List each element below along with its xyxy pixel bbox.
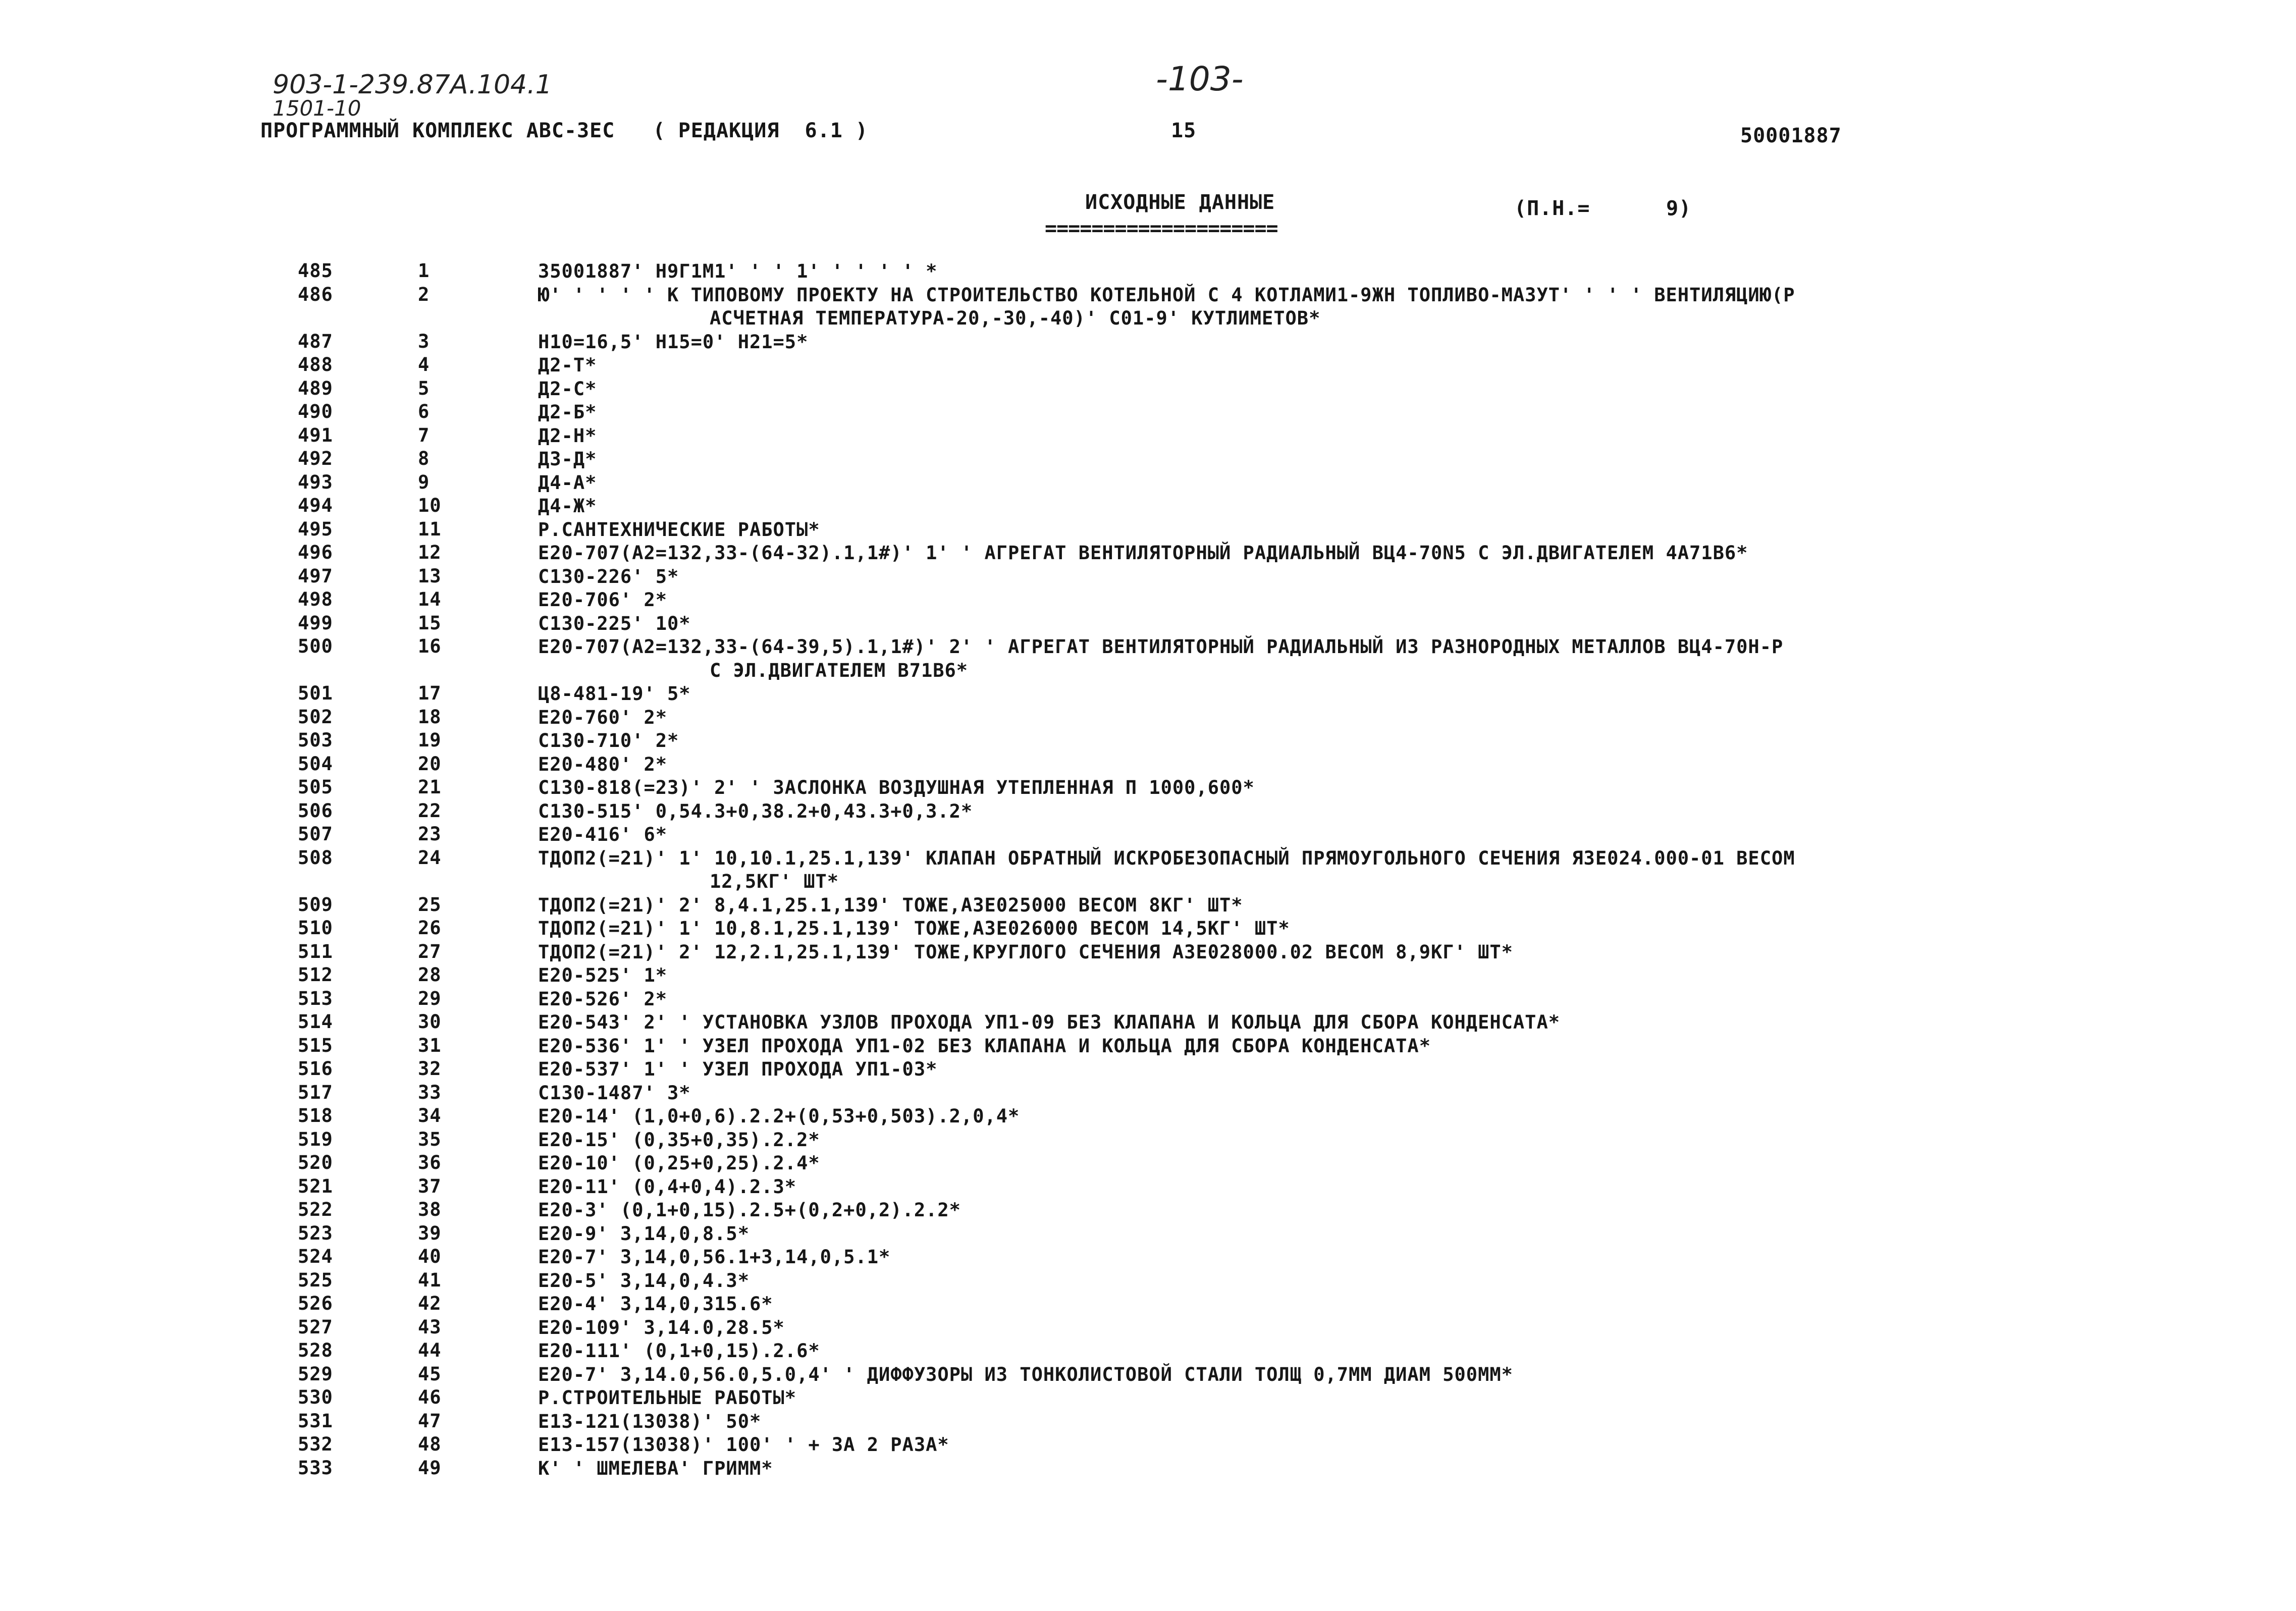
item-number: 49: [418, 1457, 442, 1479]
listing-row: [0, 471, 2296, 495]
listing-row: [0, 378, 2296, 401]
line-number: 500: [298, 635, 333, 657]
line-content: [538, 1363, 2062, 1387]
line-text: Е20-480' 2*: [538, 753, 668, 775]
line-number: 533: [298, 1457, 333, 1479]
line-content: [538, 284, 2062, 331]
line-number: 504: [298, 753, 333, 775]
line-text: Е20-760' 2*: [538, 706, 668, 728]
listing-row: [0, 682, 2296, 706]
listing-row: [0, 1152, 2296, 1175]
line-text: С130-226' 5*: [538, 565, 679, 587]
listing-row: [0, 331, 2296, 354]
listing-row: [0, 941, 2296, 964]
listing-row: [0, 542, 2296, 565]
line-number: 501: [298, 682, 333, 704]
item-number: 25: [418, 893, 442, 916]
line-text: Д2-Т*: [538, 354, 597, 376]
line-content: [538, 1269, 2062, 1293]
listing-row: [0, 1433, 2296, 1457]
item-number: 5: [418, 377, 430, 399]
listing-row: [0, 354, 2296, 378]
item-number: 19: [418, 729, 442, 751]
listing-row: [0, 1082, 2296, 1105]
handwritten-page-number: -103-: [1156, 60, 1244, 98]
item-number: 31: [418, 1034, 442, 1056]
line-content: [538, 378, 2062, 401]
line-number: 518: [298, 1105, 333, 1126]
line-content: [538, 1339, 2062, 1363]
document-code: 50001887: [1740, 124, 1842, 147]
line-content: [538, 847, 2062, 894]
item-number: 29: [418, 987, 442, 1009]
line-content: [538, 776, 2062, 800]
item-number: 15: [418, 612, 442, 634]
line-content: [538, 424, 2062, 448]
line-text: С130-515' 0,54.3+0,38.2+0,43.3+0,3.2*: [538, 800, 973, 822]
line-number: 485: [298, 260, 333, 282]
listing-row: [0, 847, 2296, 894]
line-text: Е20-543' 2' ' УСТАНОВКА УЗЛОВ ПРОХОДА УП1-09 БЕЗ КЛАПАНА И КОЛЬЦА ДЛЯ СБОРА КОНДЕНСАТА*: [538, 1011, 1561, 1033]
line-number: 487: [298, 330, 333, 352]
item-number: 45: [418, 1363, 442, 1385]
line-text: Д3-Д*: [538, 448, 597, 470]
line-text: Е20-707(А2=132,33-(64-32).1,1#)' 1' ' АГРЕГАТ ВЕНТИЛЯТОРНЫЙ РАДИАЛЬНЫЙ ВЦ4-70N5 С ЭЛ.ДВИГАТЕЛЕМ 4А71В6*: [538, 542, 1748, 564]
item-number: 37: [418, 1175, 442, 1197]
line-text: Р.СТРОИТЕЛЬНЫЕ РАБОТЫ*: [538, 1387, 797, 1409]
line-content: [538, 612, 2062, 636]
line-content: [538, 518, 2062, 542]
listing-row: [0, 1457, 2296, 1481]
listing-row: [0, 917, 2296, 941]
listing-row: [0, 260, 2296, 284]
listing-row: [0, 1293, 2296, 1316]
item-number: 47: [418, 1410, 442, 1432]
listing-row: [0, 424, 2296, 448]
line-text: Е20-7' 3,14.0,56.0,5.0,4' ' ДИФФУЗОРЫ ИЗ ТОНКОЛИСТОВОЙ СТАЛИ ТОЛЩ 0,7ММ ДИАМ 500ММ*: [538, 1363, 1513, 1385]
item-number: 39: [418, 1222, 442, 1244]
listing-row: [0, 1363, 2296, 1387]
line-number: 520: [298, 1152, 333, 1173]
line-text: Е20-15' (0,35+0,35).2.2*: [538, 1129, 820, 1151]
line-content: [538, 542, 2062, 565]
line-content: [538, 331, 2062, 354]
line-content: [538, 706, 2062, 730]
line-number: 528: [298, 1339, 333, 1361]
line-number: 519: [298, 1128, 333, 1150]
item-number: 35: [418, 1128, 442, 1150]
line-number: 522: [298, 1199, 333, 1220]
line-text: ТДОП2(=21)' 1' 10,8.1,25.1,139' ТОЖЕ,АЗЕ026000 ВЕСОМ 14,5КГ' ШТ*: [538, 918, 1290, 939]
line-text: Е13-121(13038)' 50*: [538, 1410, 762, 1432]
line-content: [538, 917, 2062, 941]
line-content: [538, 682, 2062, 706]
line-number: 494: [298, 495, 333, 516]
item-number: 42: [418, 1293, 442, 1314]
line-number: 489: [298, 377, 333, 399]
line-content: [538, 894, 2062, 918]
line-text: Е20-14' (1,0+0,6).2.2+(0,53+0,503).2,0,4*: [538, 1105, 1020, 1127]
item-number: 16: [418, 635, 442, 657]
line-content: [538, 1316, 2062, 1340]
line-text: Е20-3' (0,1+0,15).2.5+(0,2+0,2).2.2*: [538, 1199, 961, 1221]
line-text: Е20-416' 6*: [538, 824, 668, 845]
line-content: [538, 1082, 2062, 1105]
line-content: [538, 1035, 2062, 1058]
line-continuation: С ЭЛ.ДВИГАТЕЛЕМ В71В6*: [710, 659, 969, 681]
item-number: 36: [418, 1152, 442, 1173]
line-number: 511: [298, 940, 333, 962]
line-number: 515: [298, 1034, 333, 1056]
line-number: 521: [298, 1175, 333, 1197]
line-content: [538, 1199, 2062, 1222]
line-text: Е20-536' 1' ' УЗЕЛ ПРОХОДА УП1-02 БЕЗ КЛАПАНА И КОЛЬЦА ДЛЯ СБОРА КОНДЕНСАТА*: [538, 1035, 1431, 1057]
item-number: 33: [418, 1081, 442, 1103]
line-text: Е20-526' 2*: [538, 988, 668, 1010]
line-text: Е20-707(А2=132,33-(64-39,5).1,1#)' 2' ' АГРЕГАТ ВЕНТИЛЯТОРНЫЙ РАДИАЛЬНЫЙ ИЗ РАЗНОРОДНЫХ МЕТАЛЛОВ ВЦ4-70Н-Р: [538, 636, 1784, 658]
line-number: 532: [298, 1433, 333, 1455]
line-number: 529: [298, 1363, 333, 1385]
line-content: [538, 800, 2062, 824]
line-content: [538, 1293, 2062, 1316]
listing-row: [0, 1035, 2296, 1058]
item-number: 24: [418, 846, 442, 869]
line-text: Д4-Ж*: [538, 495, 597, 517]
program-header: ПРОГРАММНЫЙ КОМПЛЕКС АВС-3ЕС ( РЕДАКЦИЯ 6.1 ): [260, 119, 868, 142]
item-number: 27: [418, 940, 442, 962]
line-number: 507: [298, 823, 333, 845]
item-number: 20: [418, 753, 442, 775]
listing-row: [0, 1339, 2296, 1363]
line-content: [538, 1129, 2062, 1152]
line-number: 513: [298, 987, 333, 1009]
listing-row: [0, 1129, 2296, 1152]
line-number: 503: [298, 729, 333, 751]
line-content: [538, 1058, 2062, 1082]
section-pn: (П.Н.= 9): [1514, 197, 1692, 220]
line-content: [538, 1175, 2062, 1199]
listing-row: [0, 753, 2296, 777]
line-number: 531: [298, 1410, 333, 1432]
line-number: 517: [298, 1081, 333, 1103]
item-number: 32: [418, 1058, 442, 1080]
line-content: [538, 1433, 2062, 1457]
item-number: 13: [418, 565, 442, 587]
listing-row: [0, 964, 2296, 988]
listing-row: [0, 635, 2296, 682]
listing-row: [0, 706, 2296, 730]
line-number: 514: [298, 1011, 333, 1033]
line-text: ТДОП2(=21)' 2' 8,4.1,25.1,139' ТОЖЕ,АЗЕ025000 ВЕСОМ 8КГ' ШТ*: [538, 894, 1243, 916]
line-number: 493: [298, 471, 333, 493]
line-text: С130-710' 2*: [538, 730, 679, 751]
line-content: [538, 1386, 2062, 1410]
listing-row: [0, 448, 2296, 471]
line-continuation: АСЧЕТНАЯ ТЕМПЕРАТУРА-20,-30,-40)' С01-9' КУТЛИМЕТОВ*: [710, 307, 1321, 329]
item-number: 48: [418, 1433, 442, 1455]
item-number: 1: [418, 260, 430, 282]
item-number: 34: [418, 1105, 442, 1126]
listing-row: [0, 588, 2296, 612]
line-number: 486: [298, 283, 333, 305]
line-text: 35001887' Н9Г1М1' ' ' 1' ' ' ' ' *: [538, 260, 938, 282]
line-text: Ц8-481-19' 5*: [538, 683, 691, 705]
line-number: 530: [298, 1386, 333, 1408]
line-number: 492: [298, 448, 333, 469]
item-number: 21: [418, 776, 442, 798]
line-text: Д2-С*: [538, 378, 597, 400]
line-text: Е20-525' 1*: [538, 964, 668, 986]
line-number: 512: [298, 964, 333, 986]
listing-row: [0, 894, 2296, 918]
item-number: 26: [418, 917, 442, 939]
listing-row: [0, 1199, 2296, 1222]
line-text: С130-225' 10*: [538, 612, 691, 634]
line-content: [538, 635, 2062, 682]
listing-row: [0, 495, 2296, 518]
listing-row: [0, 988, 2296, 1011]
listing-row: [0, 284, 2296, 331]
line-content: [538, 495, 2062, 518]
line-content: [538, 401, 2062, 424]
listing-row: [0, 612, 2296, 636]
line-number: 508: [298, 846, 333, 869]
item-number: 46: [418, 1386, 442, 1408]
listing-row: [0, 518, 2296, 542]
line-content: [538, 941, 2062, 964]
line-number: 524: [298, 1246, 333, 1267]
line-content: [538, 354, 2062, 378]
line-text: Е20-537' 1' ' УЗЕЛ ПРОХОДА УП1-03*: [538, 1058, 938, 1080]
item-number: 44: [418, 1339, 442, 1361]
line-content: [538, 565, 2062, 589]
line-text: Е20-5' 3,14,0,4.3*: [538, 1269, 750, 1292]
line-number: 527: [298, 1316, 333, 1338]
line-text: ТДОП2(=21)' 2' 12,2.1,25.1,139' ТОЖЕ,КРУГЛОГО СЕЧЕНИЯ АЗЕ028000.02 ВЕСОМ 8,9КГ' ШТ*: [538, 941, 1513, 963]
line-content: [538, 588, 2062, 612]
line-content: [538, 753, 2062, 777]
line-text: Н10=16,5' Н15=0' Н21=5*: [538, 331, 809, 353]
item-number: 38: [418, 1199, 442, 1220]
item-number: 10: [418, 495, 442, 516]
listing-row: [0, 776, 2296, 800]
line-content: [538, 1410, 2062, 1434]
line-text: ТДОП2(=21)' 1' 10,10.1,25.1,139' КЛАПАН ОБРАТНЫЙ ИСКРОБЕЗОПАСНЫЙ ПРЯМОУГОЛЬНОГО СЕЧЕНИЯ ЯЗЕ024.000-01 ВЕСОМ: [538, 847, 1795, 869]
item-number: 28: [418, 964, 442, 986]
handwritten-subcode: 1501-10: [273, 96, 361, 121]
line-number: 496: [298, 542, 333, 563]
line-number: 502: [298, 706, 333, 728]
sheet-number: 15: [1171, 119, 1197, 142]
line-content: [538, 1105, 2062, 1129]
line-number: 495: [298, 518, 333, 540]
line-text: Р.САНТЕХНИЧЕСКИЕ РАБОТЫ*: [538, 518, 820, 541]
section-underline: ====================: [1045, 217, 1278, 240]
item-number: 6: [418, 401, 430, 422]
item-number: 18: [418, 706, 442, 728]
line-content: [538, 1152, 2062, 1175]
section-title: ИСХОДНЫЕ ДАННЫЕ: [1085, 191, 1275, 214]
item-number: 22: [418, 799, 442, 822]
line-number: 498: [298, 588, 333, 610]
line-text: Д4-А*: [538, 471, 597, 494]
line-number: 491: [298, 424, 333, 446]
line-text: Е20-7' 3,14,0,56.1+3,14,0,5.1*: [538, 1246, 891, 1268]
line-continuation: 12,5КГ' ШТ*: [710, 871, 839, 892]
line-text: Ю' ' ' ' ' К ТИПОВОМУ ПРОЕКТУ НА СТРОИТЕЛЬСТВО КОТЕЛЬНОЙ С 4 КОТЛАМИ1-9ЖН ТОПЛИВО-МАЗУТ' ' ' ' ВЕНТИЛЯЦИЮ(Р: [538, 284, 1795, 306]
line-content: [538, 988, 2062, 1011]
line-content: [538, 823, 2062, 847]
line-content: [538, 1011, 2062, 1035]
line-number: 525: [298, 1269, 333, 1291]
item-number: 11: [418, 518, 442, 540]
listing-row: [0, 1222, 2296, 1246]
line-content: [538, 1222, 2062, 1246]
listing-row: [0, 800, 2296, 824]
item-number: 12: [418, 542, 442, 563]
line-number: 516: [298, 1058, 333, 1080]
item-number: 9: [418, 471, 430, 493]
listing-row: [0, 565, 2296, 589]
item-number: 23: [418, 823, 442, 845]
item-number: 30: [418, 1011, 442, 1033]
line-content: [538, 1457, 2062, 1481]
line-text: Д2-Н*: [538, 424, 597, 447]
item-number: 41: [418, 1269, 442, 1291]
line-text: Е20-111' (0,1+0,15).2.6*: [538, 1340, 820, 1362]
listing-row: [0, 729, 2296, 753]
line-number: 510: [298, 917, 333, 939]
line-text: Е20-706' 2*: [538, 589, 668, 611]
item-number: 14: [418, 588, 442, 610]
item-number: 7: [418, 424, 430, 446]
line-number: 505: [298, 776, 333, 798]
line-number: 506: [298, 799, 333, 822]
line-text: Е20-10' (0,25+0,25).2.4*: [538, 1152, 820, 1174]
item-number: 40: [418, 1246, 442, 1267]
line-text: Е20-109' 3,14.0,28.5*: [538, 1316, 785, 1338]
item-number: 4: [418, 354, 430, 375]
line-content: [538, 964, 2062, 988]
data-listing: [0, 260, 2296, 1480]
item-number: 43: [418, 1316, 442, 1338]
line-text: С130-818(=23)' 2' ' ЗАСЛОНКА ВОЗДУШНАЯ УТЕПЛЕННАЯ П 1000,600*: [538, 777, 1255, 798]
listing-row: [0, 1105, 2296, 1129]
listing-row: [0, 1058, 2296, 1082]
line-number: 490: [298, 401, 333, 422]
line-number: 497: [298, 565, 333, 587]
listing-row: [0, 1316, 2296, 1340]
line-number: 499: [298, 612, 333, 634]
line-number: 523: [298, 1222, 333, 1244]
line-number: 509: [298, 893, 333, 916]
line-number: 488: [298, 354, 333, 375]
listing-row: [0, 1246, 2296, 1269]
line-content: [538, 260, 2062, 284]
line-text: Е20-11' (0,4+0,4).2.3*: [538, 1175, 797, 1198]
listing-row: [0, 1410, 2296, 1434]
handwritten-code: 903-1-239.87A.104.1: [273, 70, 552, 100]
listing-row: [0, 401, 2296, 424]
item-number: 17: [418, 682, 442, 704]
item-number: 8: [418, 448, 430, 469]
item-number: 2: [418, 283, 430, 305]
listing-row: [0, 823, 2296, 847]
line-content: [538, 729, 2062, 753]
item-number: 3: [418, 330, 430, 352]
line-text: К' ' ШМЕЛЕВА' ГРИММ*: [538, 1457, 773, 1479]
line-text: Е20-9' 3,14,0,8.5*: [538, 1222, 750, 1245]
line-text: Д2-Б*: [538, 401, 597, 423]
listing-row: [0, 1011, 2296, 1035]
line-content: [538, 471, 2062, 495]
listing-row: [0, 1386, 2296, 1410]
listing-row: [0, 1269, 2296, 1293]
line-text: Е20-4' 3,14,0,315.6*: [538, 1293, 773, 1315]
line-text: Е13-157(13038)' 100' ' + ЗА 2 РАЗА*: [538, 1434, 949, 1456]
listing-row: [0, 1175, 2296, 1199]
line-number: 526: [298, 1293, 333, 1314]
line-content: [538, 448, 2062, 471]
line-text: С130-1487' 3*: [538, 1082, 691, 1104]
line-content: [538, 1246, 2062, 1269]
